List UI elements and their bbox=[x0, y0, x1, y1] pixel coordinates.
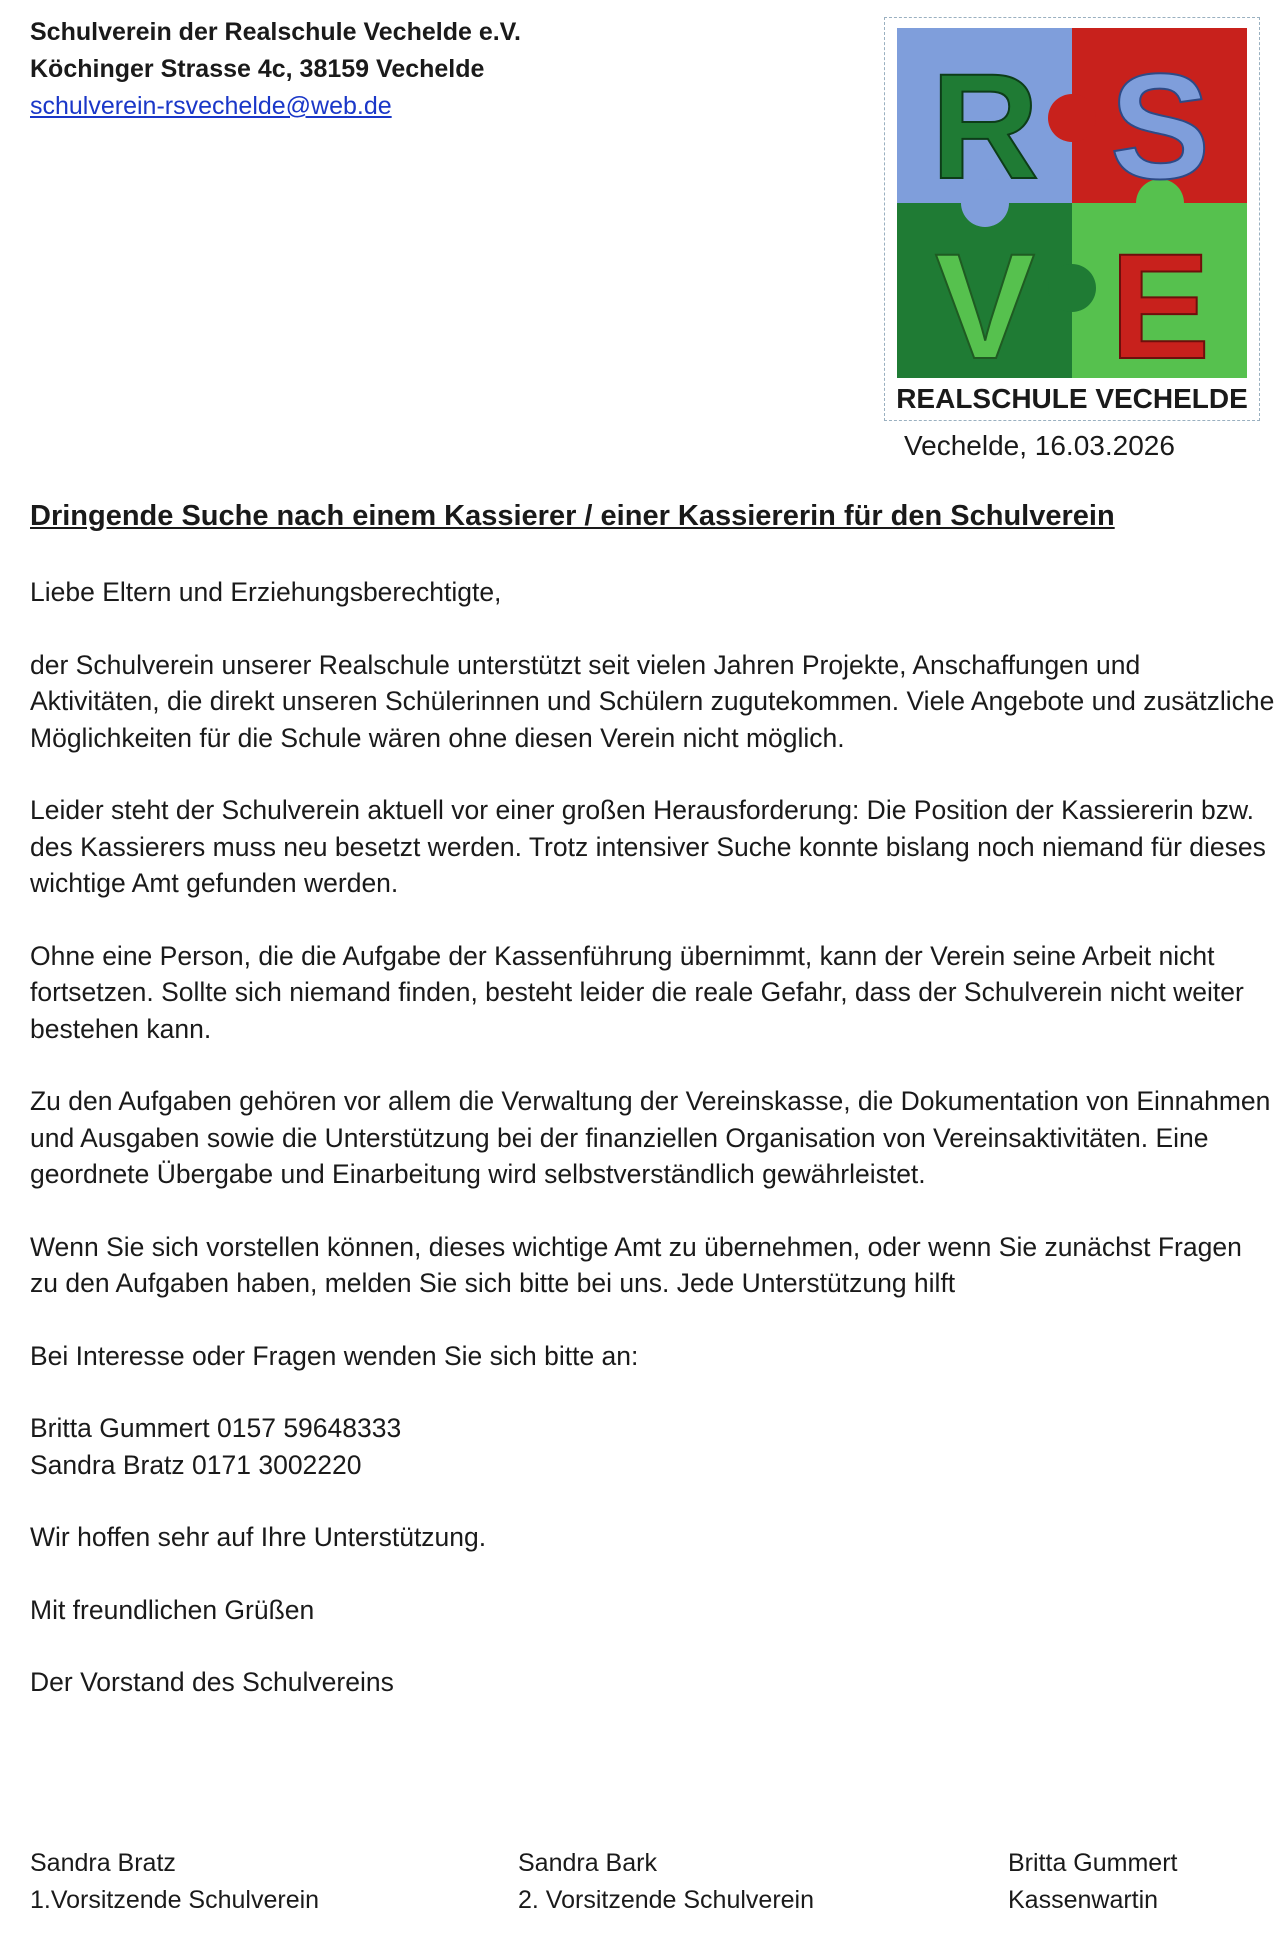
signature-name: Britta Gummert bbox=[1008, 1849, 1178, 1877]
school-logo bbox=[884, 17, 1260, 421]
logo-letter-r: R bbox=[930, 42, 1040, 210]
contact-intro: Bei Interesse oder Fragen wenden Sie sich bitte an: bbox=[30, 1340, 639, 1371]
sender-email-link[interactable]: schulverein-rsvechelde@web.de bbox=[30, 92, 392, 120]
logo-letter-s: S bbox=[1109, 42, 1211, 210]
puzzle-logo-icon bbox=[885, 18, 1259, 420]
logo-knob-top bbox=[1048, 94, 1096, 142]
paragraph-tasks: Zu den Aufgaben gehören vor allem die Verwaltung der Vereinskasse, die Dokumentation von Einnahmen und Ausgaben sowie die Unterstützung bei der finanziellen Organisation von Vereinsaktivitäten. Eine geordnete Übergabe und Einarbeitung wird selbstverständlich gewährleistet. bbox=[30, 1086, 1271, 1189]
signature-block bbox=[1008, 1845, 1177, 1919]
logo-letter-v: V bbox=[934, 222, 1036, 390]
letter-body bbox=[30, 574, 1275, 1737]
contact-item: Sandra Bratz 0171 3002220 bbox=[30, 1449, 362, 1480]
signature-block bbox=[30, 1845, 319, 1919]
logo-knob-bottom bbox=[1048, 264, 1096, 312]
sender-name: Schulverein der Realschule Vechelde e.V. bbox=[30, 18, 521, 46]
signature-name: Sandra Bark bbox=[518, 1849, 657, 1877]
hope-line: Wir hoffen sehr auf Ihre Unterstützung. bbox=[30, 1522, 487, 1552]
closing-line: Mit freundlichen Grüßen bbox=[30, 1594, 315, 1625]
signature-role: 1.Vorsitzende Schulverein bbox=[30, 1886, 320, 1914]
letter-date: Vechelde, 16.03.2026 bbox=[904, 430, 1175, 461]
sender-address: Köchinger Strasse 4c, 38159 Vechelde bbox=[30, 55, 485, 83]
signature-block bbox=[518, 1845, 814, 1919]
letter-title: Dringende Suche nach einem Kassierer / einer Kassiererin für den Schulverein bbox=[30, 500, 1115, 532]
paragraph-intro: der Schulverein unserer Realschule unterstützt seit vielen Jahren Projekte, Anschaffungen und Aktivitäten, die direkt unseren Schülerinnen und Schülern zugutekommen. Viele Angebote und zusätzliche Möglichkeiten für die Schule wären ohne diesen Verein nicht möglich. bbox=[30, 649, 1275, 753]
paragraph-call-to-action: Wenn Sie sich vorstellen können, dieses wichtige Amt zu übernehmen, oder wenn Sie zunächst Fragen zu den Aufgaben haben, melden Sie sich bitte bei uns. Jede Unterstützung hilft bbox=[30, 1231, 1242, 1298]
signature-name: Sandra Bratz bbox=[30, 1849, 176, 1877]
board-line: Der Vorstand des Schulvereins bbox=[30, 1667, 394, 1697]
contact-list bbox=[30, 1410, 1275, 1483]
paragraph-challenge: Leider steht der Schulverein aktuell vor einer großen Herausforderung: Die Position der Kassiererin bzw. des Kassierers muss neu besetzt werden. Trotz intensiver Suche konnte bislang noch niemand für dieses wichtige Amt gefunden werden. bbox=[30, 795, 1266, 898]
logo-letter-e: E bbox=[1109, 222, 1211, 390]
contact-item: Britta Gummert 0157 59648333 bbox=[30, 1413, 402, 1443]
signature-role: 2. Vorsitzende Schulverein bbox=[518, 1886, 815, 1914]
signature-role: Kassenwartin bbox=[1008, 1886, 1159, 1914]
greeting: Liebe Eltern und Erziehungsberechtigte, bbox=[30, 577, 502, 607]
sender-block bbox=[30, 14, 521, 125]
logo-caption: REALSCHULE VECHELDE bbox=[896, 383, 1248, 414]
paragraph-risk: Ohne eine Person, die die Aufgabe der Kassenführung übernimmt, kann der Verein seine Arbeit nicht fortsetzen. Sollte sich niemand finden, besteht leider die reale Gefahr, dass der Schulverein nicht weiter bestehen kann. bbox=[30, 940, 1244, 1044]
